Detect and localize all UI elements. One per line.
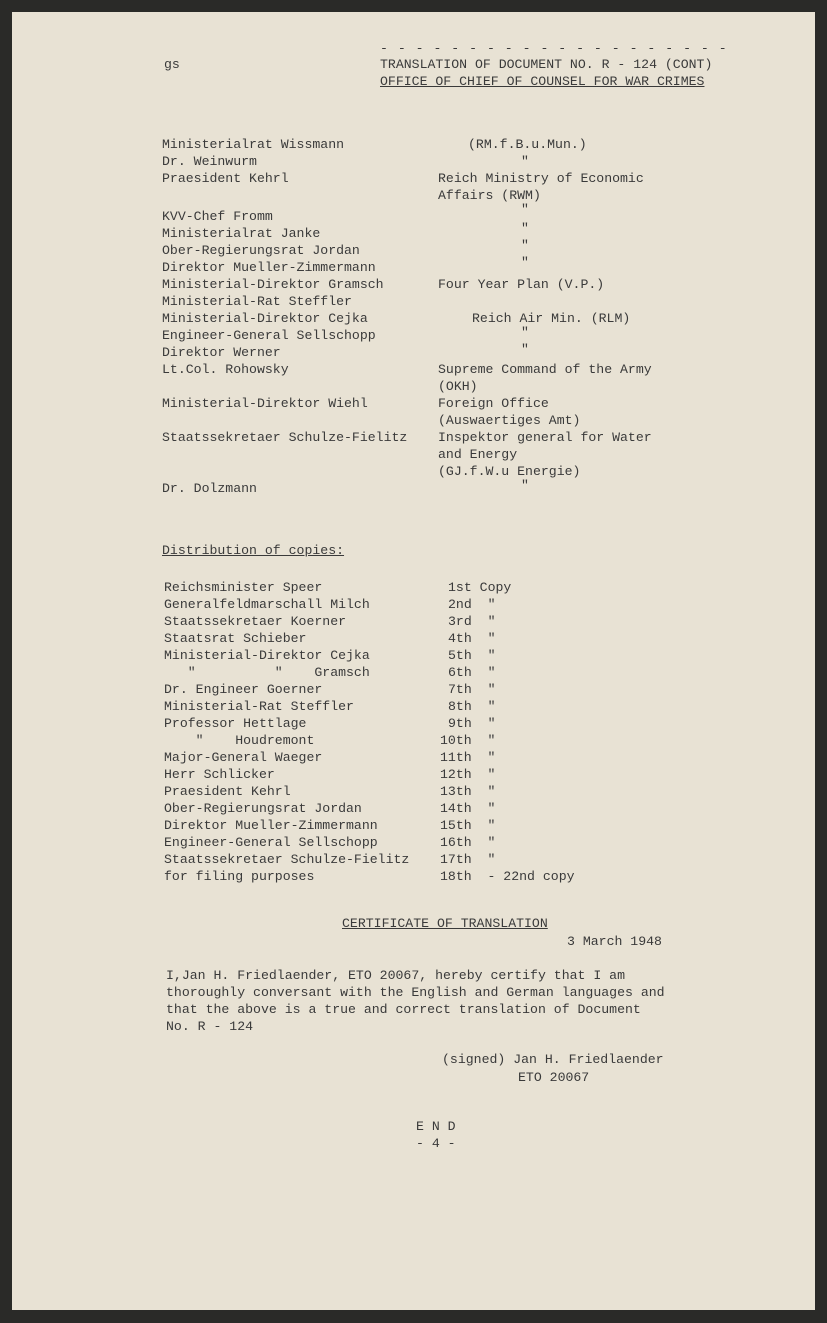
distribution-name: Ministerial-Rat Steffler (164, 699, 354, 714)
participant-org: " (521, 154, 529, 169)
distribution-name: Praesident Kehrl (164, 784, 291, 799)
certificate-date: 3 March 1948 (567, 934, 662, 949)
distribution-name: Staatssekretaer Schulze-Fielitz (164, 852, 410, 867)
distribution-name: Ober-Regierungsrat Jordan (164, 801, 362, 816)
header-office: OFFICE OF CHIEF OF COUNSEL FOR WAR CRIMES (380, 74, 705, 89)
participant-org: " (521, 255, 529, 270)
participant-org: Affairs (RWM) (438, 188, 541, 203)
participant-name: Ministerialrat Wissmann (162, 137, 345, 152)
certificate-line: that the above is a true and correct translation of Document (166, 1002, 641, 1017)
distribution-name: Reichsminister Speer (164, 580, 323, 595)
distribution-copy: 9th " (448, 716, 496, 731)
distribution-name: Dr. Engineer Goerner (164, 682, 323, 697)
participant-name: Direktor Mueller-Zimmermann (162, 260, 376, 275)
participant-org: Four Year Plan (V.P.) (438, 277, 605, 292)
distribution-copy: 6th " (448, 665, 496, 680)
participant-org: Reich Air Min. (RLM) (472, 311, 631, 326)
distribution-name: Major-General Waeger (164, 750, 323, 765)
end-mark: E N D (416, 1119, 456, 1134)
distribution-name: Ministerial-Direktor Cejka (164, 648, 370, 663)
participant-org: " (521, 202, 529, 217)
distribution-copy: 8th " (448, 699, 496, 714)
distribution-copy: 17th " (440, 852, 496, 867)
distribution-copy: 4th " (448, 631, 496, 646)
distribution-copy: 15th " (440, 818, 496, 833)
certificate-title: CERTIFICATE OF TRANSLATION (342, 916, 548, 931)
participant-org: (Auswaertiges Amt) (438, 413, 581, 428)
participant-org: " (521, 221, 529, 236)
participant-org: Foreign Office (438, 396, 549, 411)
certificate-line: I,Jan H. Friedlaender, ETO 20067, hereby certify that I am (166, 968, 625, 983)
distribution-copy: 11th " (440, 750, 496, 765)
distribution-name: " Houdremont (164, 733, 315, 748)
distribution-copy: 14th " (440, 801, 496, 816)
distribution-name: Staatsrat Schieber (164, 631, 307, 646)
signature-line: (signed) Jan H. Friedlaender (442, 1052, 664, 1067)
participant-name: Staatssekretaer Schulze-Fielitz (162, 430, 408, 445)
participant-name: Lt.Col. Rohowsky (162, 362, 289, 377)
participant-org: Inspektor general for Water (438, 430, 652, 445)
participant-org: " (521, 325, 529, 340)
distribution-copy: 3rd " (448, 614, 496, 629)
participant-name: Dr. Dolzmann (162, 481, 257, 496)
distribution-name: Engineer-General Sellschopp (164, 835, 378, 850)
header-title: TRANSLATION OF DOCUMENT NO. R - 124 (CONT) (380, 57, 713, 72)
participant-org: and Energy (438, 447, 518, 462)
participant-name: Praesident Kehrl (162, 171, 289, 186)
header-dash-line: - - - - - - - - - - - - - - - - - - - - (380, 41, 728, 56)
distribution-name: Herr Schlicker (164, 767, 275, 782)
participant-name: Ministerialrat Janke (162, 226, 321, 241)
distribution-copy: 13th " (440, 784, 496, 799)
distribution-copy: 5th " (448, 648, 496, 663)
distribution-title: Distribution of copies: (162, 543, 345, 558)
certificate-line: No. R - 124 (166, 1019, 254, 1034)
participant-org: " (521, 238, 529, 253)
distribution-name: for filing purposes (164, 869, 315, 884)
participant-org: Reich Ministry of Economic (438, 171, 644, 186)
participant-name: KVV-Chef Fromm (162, 209, 273, 224)
participant-org: Supreme Command of the Army (438, 362, 652, 377)
participant-name: Direktor Werner (162, 345, 281, 360)
distribution-name: Professor Hettlage (164, 716, 307, 731)
certificate-line: thoroughly conversant with the English and German languages and (166, 985, 665, 1000)
participant-name: Ministerial-Direktor Wiehl (162, 396, 368, 411)
participant-org: " (521, 478, 529, 493)
page-number: - 4 - (416, 1136, 456, 1151)
participant-name: Engineer-General Sellschopp (162, 328, 376, 343)
participant-name: Dr. Weinwurm (162, 154, 257, 169)
signature-id: ETO 20067 (518, 1070, 590, 1085)
distribution-name: " " Gramsch (164, 665, 370, 680)
participant-name: Ministerial-Direktor Gramsch (162, 277, 384, 292)
distribution-name: Staatssekretaer Koerner (164, 614, 347, 629)
typist-initials: gs (164, 57, 180, 72)
participant-name: Ministerial-Direktor Cejka (162, 311, 368, 326)
participant-org: (RM.f.B.u.Mun.) (468, 137, 587, 152)
document-page (12, 12, 815, 1310)
participant-org: (GJ.f.W.u Energie) (438, 464, 581, 479)
distribution-copy: 2nd " (448, 597, 496, 612)
distribution-copy: 18th - 22nd copy (440, 869, 575, 884)
participant-org: " (521, 342, 529, 357)
distribution-name: Generalfeldmarschall Milch (164, 597, 370, 612)
distribution-name: Direktor Mueller-Zimmermann (164, 818, 378, 833)
participant-name: Ministerial-Rat Steffler (162, 294, 352, 309)
distribution-copy: 7th " (448, 682, 496, 697)
distribution-copy: 16th " (440, 835, 496, 850)
participant-org: (OKH) (438, 379, 478, 394)
distribution-copy: 12th " (440, 767, 496, 782)
distribution-copy: 1st Copy (448, 580, 512, 595)
participant-name: Ober-Regierungsrat Jordan (162, 243, 360, 258)
distribution-copy: 10th " (440, 733, 496, 748)
